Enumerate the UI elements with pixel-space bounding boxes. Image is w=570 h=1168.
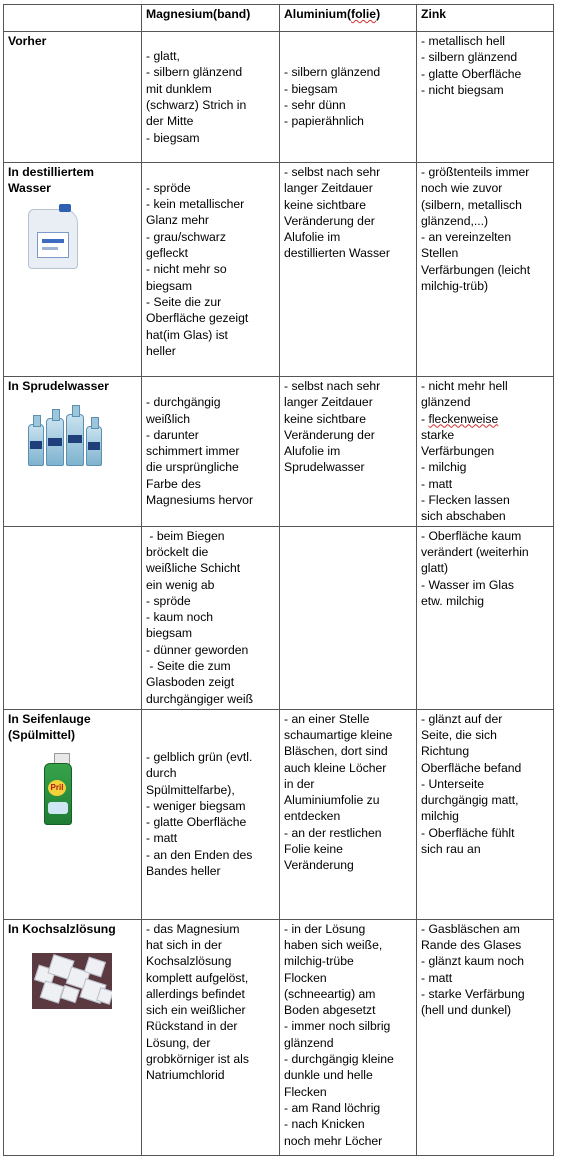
dish-soap-bottle-icon	[26, 753, 86, 831]
cell-line: - immer noch silbrig	[284, 1019, 391, 1034]
cell-line: biegsam	[146, 626, 193, 641]
cell-line: - nicht mehr hell	[421, 379, 508, 393]
cell-line: komplett aufgelöst,	[146, 970, 249, 985]
cell-line: keine sichtbare	[284, 411, 366, 426]
cell-line: heller	[146, 343, 176, 358]
bottle	[28, 424, 44, 466]
cell-line: - größtenteils immer	[421, 165, 530, 179]
cell-line: Bläschen, dort sind	[284, 744, 388, 759]
cell-aluminium	[280, 163, 417, 377]
canister-label	[37, 232, 69, 258]
cell-line: hat(im Glas) ist	[146, 327, 228, 342]
cell-line: die ursprüngliche	[146, 460, 239, 475]
row-title-line: (Spülmittel)	[8, 727, 76, 742]
cell-line: - milchig	[421, 460, 467, 475]
cell-line: Spülmittelfarbe),	[146, 782, 235, 797]
row-title-line: In destilliertem	[8, 165, 95, 179]
cell-line: Oberfläche befand	[421, 760, 522, 775]
cell-line: mit dunklem	[146, 81, 212, 96]
cell-line: - grau/schwarz	[146, 229, 226, 244]
cell-line: durchgängig matt,	[421, 793, 519, 808]
cell-line: - glatte Oberfläche	[421, 66, 522, 81]
cell-aluminium	[280, 526, 417, 709]
water-canister-icon	[26, 207, 86, 272]
row-title	[4, 163, 142, 377]
cell-line: - nicht biegsam	[421, 82, 504, 97]
cell-line: - nicht mehr so	[146, 262, 227, 277]
cell-line: allerdings befindet	[146, 986, 245, 1001]
row-title	[4, 32, 142, 163]
cell-zink	[417, 709, 554, 919]
cell-line: glatt)	[421, 561, 449, 576]
soap-dish-graphic	[48, 802, 68, 814]
cell-line: der Mitte	[146, 114, 194, 129]
cell-line: - darunter	[146, 427, 199, 442]
cell-line: sich rau an	[421, 842, 481, 857]
cell-magnesium	[142, 163, 280, 377]
header-aluminium-prefix: Aluminium(	[284, 7, 352, 21]
cell-line: - metallisch hell	[421, 34, 505, 48]
sparkling-water-bottles-icon	[26, 404, 106, 469]
cell-line: - matt	[421, 476, 453, 491]
cell-aluminium	[280, 919, 417, 1155]
cell-line: schimmert immer	[146, 444, 240, 459]
cell-magnesium	[142, 377, 280, 527]
cell-line: auch kleine Löcher	[284, 760, 387, 775]
cell-line: milchig-trübe	[284, 954, 354, 969]
cell-line: - an den Enden des	[146, 847, 253, 862]
cell-line: Flocken	[284, 970, 327, 985]
cell-line: - kein metallischer	[146, 197, 245, 212]
cell-line: - beim Biegen	[146, 528, 225, 543]
cell-line: glänzend	[284, 1035, 334, 1050]
cell-line: - starke Verfärbung	[421, 986, 525, 1001]
cell-line: ein wenig ab	[146, 577, 215, 592]
cell-line: - glatt,	[146, 49, 180, 64]
cell-line: - das Magnesium	[146, 921, 240, 936]
cell-line: - an einer Stelle	[284, 711, 370, 726]
canister-body	[28, 209, 78, 269]
cell-line: dunkle und helle	[284, 1068, 373, 1083]
row-title-line: In Seifenlauge	[8, 711, 91, 726]
cell-line: entdecken	[284, 809, 341, 824]
cell-line: - matt	[421, 970, 453, 985]
cell-line: biegsam	[146, 278, 193, 293]
cell-line: Veränderung der	[284, 213, 375, 228]
cell-line: - fleckenweise	[421, 411, 499, 426]
header-magnesium: Magnesium(band)	[142, 5, 280, 32]
cell-line: in der	[284, 776, 315, 791]
cell-line: - sehr dünn	[284, 98, 346, 112]
cell-magnesium	[142, 709, 280, 919]
cell-line: destillierten Wasser	[284, 246, 390, 261]
cell-line: schaumartige kleine	[284, 727, 393, 742]
cell-line: weißlich	[146, 411, 191, 426]
cell-line: (schwarz) Strich in	[146, 98, 247, 112]
cell-line: - gelblich grün (evtl.	[146, 749, 253, 764]
cell-line: - Seite die zur	[146, 294, 222, 309]
cell-zink	[417, 526, 554, 709]
cell-line: - glatte Oberfläche	[146, 815, 247, 830]
header-row	[4, 5, 554, 32]
header-zink: Zink	[417, 5, 554, 32]
cell-line: verändert (weiterhin	[421, 544, 529, 559]
row-kochsalzloesung	[4, 919, 554, 1155]
cell-line: - an vereinzelten	[421, 230, 512, 245]
row-title-line: In Sprudelwasser	[8, 379, 109, 393]
cell-line: Rande des Glases	[421, 937, 522, 952]
cell-line: - Oberfläche kaum	[421, 528, 522, 543]
header-aluminium	[280, 5, 417, 32]
cell-line: Glanz mehr	[146, 213, 209, 228]
cell-line: - silbern glänzend	[146, 65, 243, 80]
row-title	[4, 377, 142, 527]
cell-marked-word: fleckenweise	[428, 411, 499, 426]
row-sprudelwasser-continued	[4, 526, 554, 709]
cell-line: - am Rand löchrig	[284, 1100, 381, 1115]
header-aluminium-marked: folie	[351, 7, 377, 21]
cell-line: - glänzt kaum noch	[421, 954, 524, 969]
cell-line: milchig-trüb)	[421, 279, 489, 294]
cell-line: noch mehr Löcher	[284, 1133, 383, 1148]
cell-line: - dünner geworden	[146, 642, 249, 657]
cell-line: Natriumchlorid	[146, 1068, 225, 1083]
row-sprudelwasser	[4, 377, 554, 527]
cell-line: Veränderung	[284, 858, 354, 873]
bottle	[46, 418, 64, 466]
cell-line: bröckelt die	[146, 544, 209, 559]
cell-line: glänzend,...)	[421, 213, 489, 228]
cell-line: Lösung, der	[146, 1035, 211, 1050]
header-empty	[4, 5, 142, 32]
cell-line: - kaum noch	[146, 610, 214, 625]
cell-zink	[417, 163, 554, 377]
row-title	[4, 526, 142, 709]
soap-bottle	[40, 753, 74, 825]
cell-magnesium	[142, 919, 280, 1155]
cell-line: Farbe des	[146, 476, 201, 491]
cell-line: langer Zeitdauer	[284, 395, 373, 410]
cell-line: durch	[146, 766, 177, 781]
cell-line: - silbern glänzend	[284, 65, 381, 80]
row-title	[4, 919, 142, 1155]
row-title-line: Vorher	[8, 34, 47, 48]
cell-line: Bandes heller	[146, 864, 221, 879]
cell-zink	[417, 32, 554, 163]
cell-line: - papierähnlich	[284, 114, 364, 129]
cell-line: Verfärbungen (leicht	[421, 262, 531, 277]
cell-line: - durchgängig kleine	[284, 1052, 394, 1067]
soap-body	[44, 763, 72, 825]
row-seifenlauge	[4, 709, 554, 919]
cell-line: Folie keine	[284, 842, 343, 857]
header-aluminium-suffix: )	[376, 7, 381, 21]
cell-line: - Flecken lassen	[421, 493, 510, 508]
cell-line: gefleckt	[146, 246, 189, 261]
cell-line: Boden abgesetzt	[284, 1003, 376, 1018]
cell-line: hat sich in der	[146, 937, 222, 952]
bottle	[66, 414, 84, 466]
cell-line: - silbern glänzend	[421, 50, 518, 65]
cell-line: (schneeartig) am	[284, 986, 376, 1001]
cell-line: - nach Knicken	[284, 1117, 365, 1132]
cell-line: Stellen	[421, 246, 459, 261]
cell-line: - spröde	[146, 593, 191, 608]
cell-line: Alufolie im	[284, 230, 341, 245]
cell-line: - in der Lösung	[284, 921, 366, 936]
cell-line: - selbst nach sehr	[284, 379, 381, 393]
cell-line: noch wie zuvor	[421, 181, 503, 196]
cell-line: - biegsam	[284, 81, 338, 96]
cell-line: - durchgängig	[146, 395, 221, 410]
cell-line: Glasboden zeigt	[146, 675, 235, 690]
cell-line: - Oberfläche fühlt	[421, 825, 515, 840]
cell-line: - an der restlichen	[284, 825, 382, 840]
cell-zink	[417, 919, 554, 1155]
cell-line: langer Zeitdauer	[284, 181, 373, 196]
cell-line: keine sichtbare	[284, 197, 366, 212]
cell-magnesium	[142, 32, 280, 163]
cell-line: - glänzt auf der	[421, 711, 503, 726]
cell-line: Seite, die sich	[421, 727, 497, 742]
cell-line: haben sich weiße,	[284, 937, 383, 952]
cell-magnesium	[142, 526, 280, 709]
cell-line: Aluminiumfolie zu	[284, 793, 380, 808]
cell-line: Sprudelwasser	[284, 460, 365, 475]
row-destilliertes-wasser	[4, 163, 554, 377]
cell-line: Richtung	[421, 744, 470, 759]
soap-brand-label: Pril	[48, 780, 66, 796]
cell-line: milchig	[421, 809, 459, 824]
salt-crystals	[32, 953, 112, 1009]
cell-aluminium	[280, 377, 417, 527]
cell-line: - spröde	[146, 180, 191, 195]
cell-line: - matt	[146, 831, 178, 846]
cell-line: etw. milchig	[421, 593, 484, 608]
cell-line: Magnesiums hervor	[146, 493, 254, 508]
cell-line: - biegsam	[146, 130, 200, 145]
bottles-group	[26, 412, 104, 466]
cell-line: (silbern, metallisch	[421, 197, 522, 212]
cell-line: - Seite die zum	[146, 659, 231, 674]
cell-line: - Gasbläschen am	[421, 921, 520, 936]
cell-line: sich ein weißlicher	[146, 1003, 246, 1018]
row-title-line: Wasser	[8, 181, 51, 196]
cell-line: Rückstand in der	[146, 1019, 238, 1034]
canister-cap	[59, 204, 71, 212]
cell-line: Oberfläche gezeigt	[146, 311, 249, 326]
cell-line: weißliche Schicht	[146, 561, 241, 576]
row-title-line: In Kochsalzlösung	[8, 921, 116, 936]
cell-zink	[417, 377, 554, 527]
cell-line: Alufolie im	[284, 444, 341, 459]
row-title	[4, 709, 142, 919]
row-vorher	[4, 32, 554, 163]
salt-crystals-icon	[32, 947, 114, 1012]
cell-aluminium	[280, 32, 417, 163]
cell-line: (hell und dunkel)	[421, 1003, 512, 1018]
comparison-table	[3, 4, 554, 1156]
cell-aluminium	[280, 709, 417, 919]
cell-line: Kochsalzlösung	[146, 954, 232, 969]
bottle	[86, 426, 102, 466]
cell-line: - Wasser im Glas	[421, 577, 514, 592]
cell-line: sich abschaben	[421, 509, 506, 524]
cell-line: - selbst nach sehr	[284, 165, 381, 179]
cell-line: Veränderung der	[284, 427, 375, 442]
cell-line: - Unterseite	[421, 776, 484, 791]
cell-line: glänzend	[421, 395, 471, 410]
cell-line: - weniger biegsam	[146, 798, 246, 813]
cell-line: durchgängiger weiß	[146, 691, 254, 706]
cell-line: grobkörniger ist als	[146, 1052, 249, 1067]
cell-line: Flecken	[284, 1084, 327, 1099]
cell-line: Verfärbungen	[421, 444, 495, 459]
cell-line: starke	[421, 427, 455, 442]
